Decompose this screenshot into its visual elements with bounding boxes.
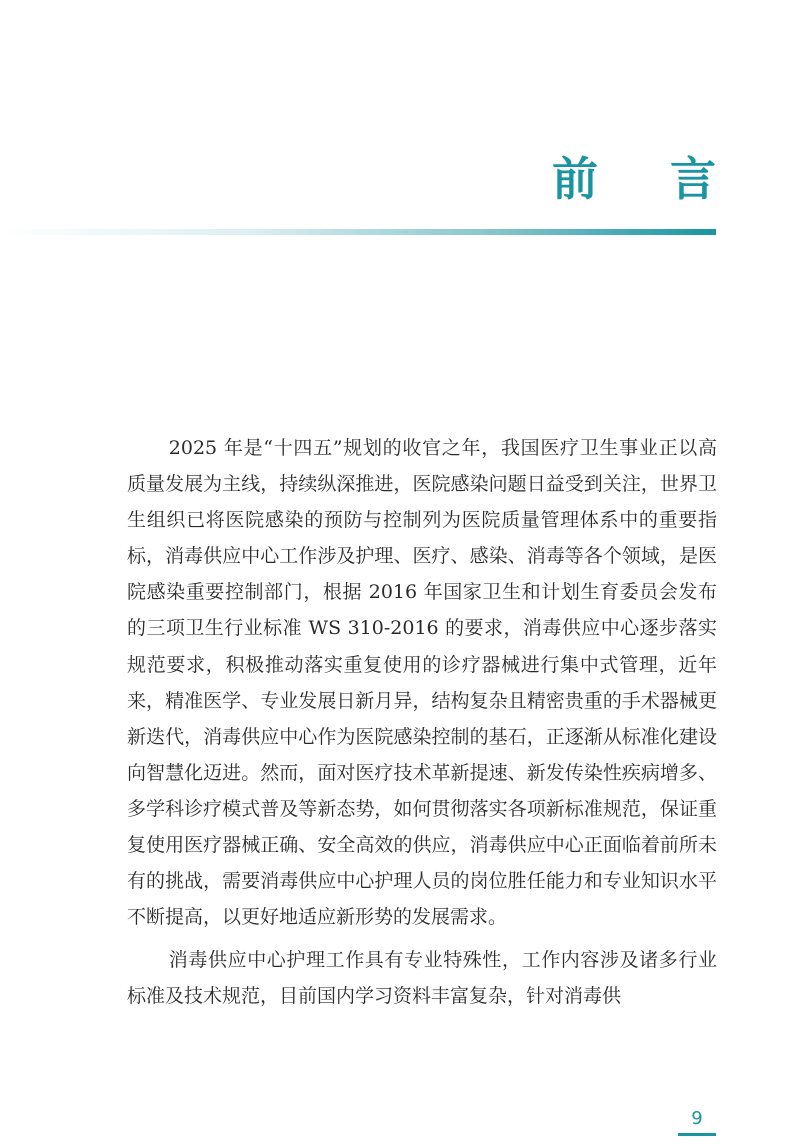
page-number: 9: [691, 1108, 703, 1129]
page-number-underline: [678, 1133, 716, 1136]
page-title: 前 言: [551, 152, 744, 206]
paragraph-2: 消毒供应中心护理工作具有专业特殊性，工作内容涉及诸多行业标准及技术规范，目前国内学习资料丰富复杂，针对消毒供: [127, 949, 717, 1008]
paragraph-1: 2025 年是“十四五”规划的收官之年，我国医疗卫生事业正以高质量发展为主线，持续纵深推进，医院感染问题日益受到关注，世界卫生组织已将医院感染的预防与控制列为医院质量管理体系中的重要指标，消毒供应中心工作涉及护理、医疗、感染、消毒等各个领域，是医院感染重要控制部门，根据 2016 年国家卫生和计划生育委员会发布的三项卫生行业标准 WS 310-2016 的要求，消毒供应中心逐步落实规范要求，积极推动落实重复使用的诊疗器械进行集中式管理，近年来，精准医学、专业发展日新月异，结构复杂且精密贵重的手术器械更新迭代，消毒供应中心作为医院感染控制的基石，正逐渐从标准化建设向智慧化迈进。然而，面对医疗技术革新提速、新发传染性疾病增多、多学科诊疗模式普及等新态势，如何贯彻落实各项新标准规范，保证重复使用医疗器械正确、安全高效的供应，消毒供应中心正面临着前所未有的挑战，需要消毒供应中心护理人员的岗位胜任能力和专业知识水平不断提高，以更好地适应新形势的发展需求。: [127, 437, 717, 929]
title-divider: [0, 229, 716, 235]
body-text: [127, 430, 717, 1015]
